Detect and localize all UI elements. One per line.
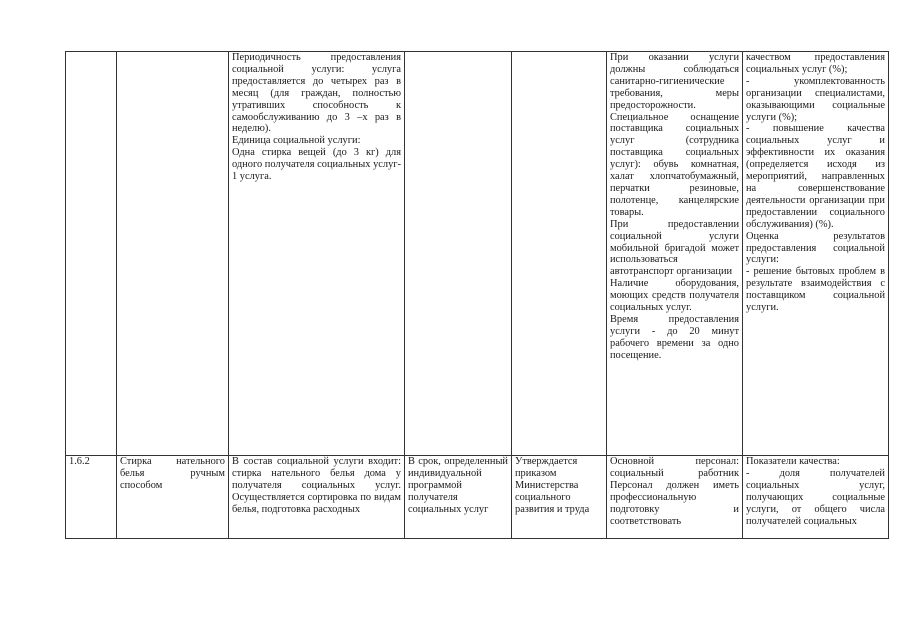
row-number-cell: 1.6.2	[66, 456, 117, 539]
service-conditions-cell: При оказании услуги должны соблюдаться санитарно-гигиенические требования, меры предосторожности. Специальное оснащение поставщика социальных услуг (сотрудника поставщика социальных услуг): обувь комнатная, халат хлопчатобумажный, перчатки резиновые, полотенце, канцелярские товары. При предоставлении социальной услуги мобильной бригадой может использоваться автотранспорт организации Наличие оборудования, моющих средств получателя социальных услуг. Время предоставления услуги - до 20 минут рабочего времени за одно посещение.	[607, 52, 743, 456]
service-content-cell: В состав социальной услуги входит: стирка нательного белья дома у получателя социальных услуг. Осуществляется сортировка по видам белья, подготовка расходных	[229, 456, 405, 539]
service-conditions-cell: Основной персонал: социальный работник Персонал должен иметь профессиональную подготовку и соответствовать	[607, 456, 743, 539]
service-name-cell	[117, 52, 229, 456]
services-table	[65, 51, 889, 539]
quality-indicators-cell: качеством предоставления социальных услуг (%); - укомплектованность организации специалистами, оказывающими социальные услуги (%); - повышение качества социальных услуг и эффективности их оказания (определяется исходя из мероприятий, направленных на совершенствование деятельности организации при предоставлении социального обслуживания) (%). Оценка результатов предоставления социальной услуги: - решение бытовых проблем в результате взаимодействия с поставщиком социальной услуги.	[743, 52, 889, 456]
service-tariff-cell	[512, 52, 607, 456]
service-tariff-cell: Утверждается приказом Министерства социального развития и труда	[512, 456, 607, 539]
service-term-cell: В срок, определенный индивидуальной программой получателя социальных услуг	[405, 456, 512, 539]
service-term-cell	[405, 52, 512, 456]
service-content-cell: Периодичность предоставления социальной услуги: услуга предоставляется до четырех раз в месяц (для граждан, полностью утративших способность к самообслуживанию до 3 –х раз в неделю). Единица социальной услуги: Одна стирка вещей (до 3 кг) для одного получателя социальных услуг- 1 услуга.	[229, 52, 405, 456]
quality-indicators-cell: Показатели качества: - доля получателей социальных услуг, получающих социальные услуги, от общего числа получателей социальных	[743, 456, 889, 539]
row-number-cell	[66, 52, 117, 456]
table-row	[66, 52, 889, 456]
service-name-cell: Стирка нательного белья ручным способом	[117, 456, 229, 539]
table-row	[66, 456, 889, 539]
